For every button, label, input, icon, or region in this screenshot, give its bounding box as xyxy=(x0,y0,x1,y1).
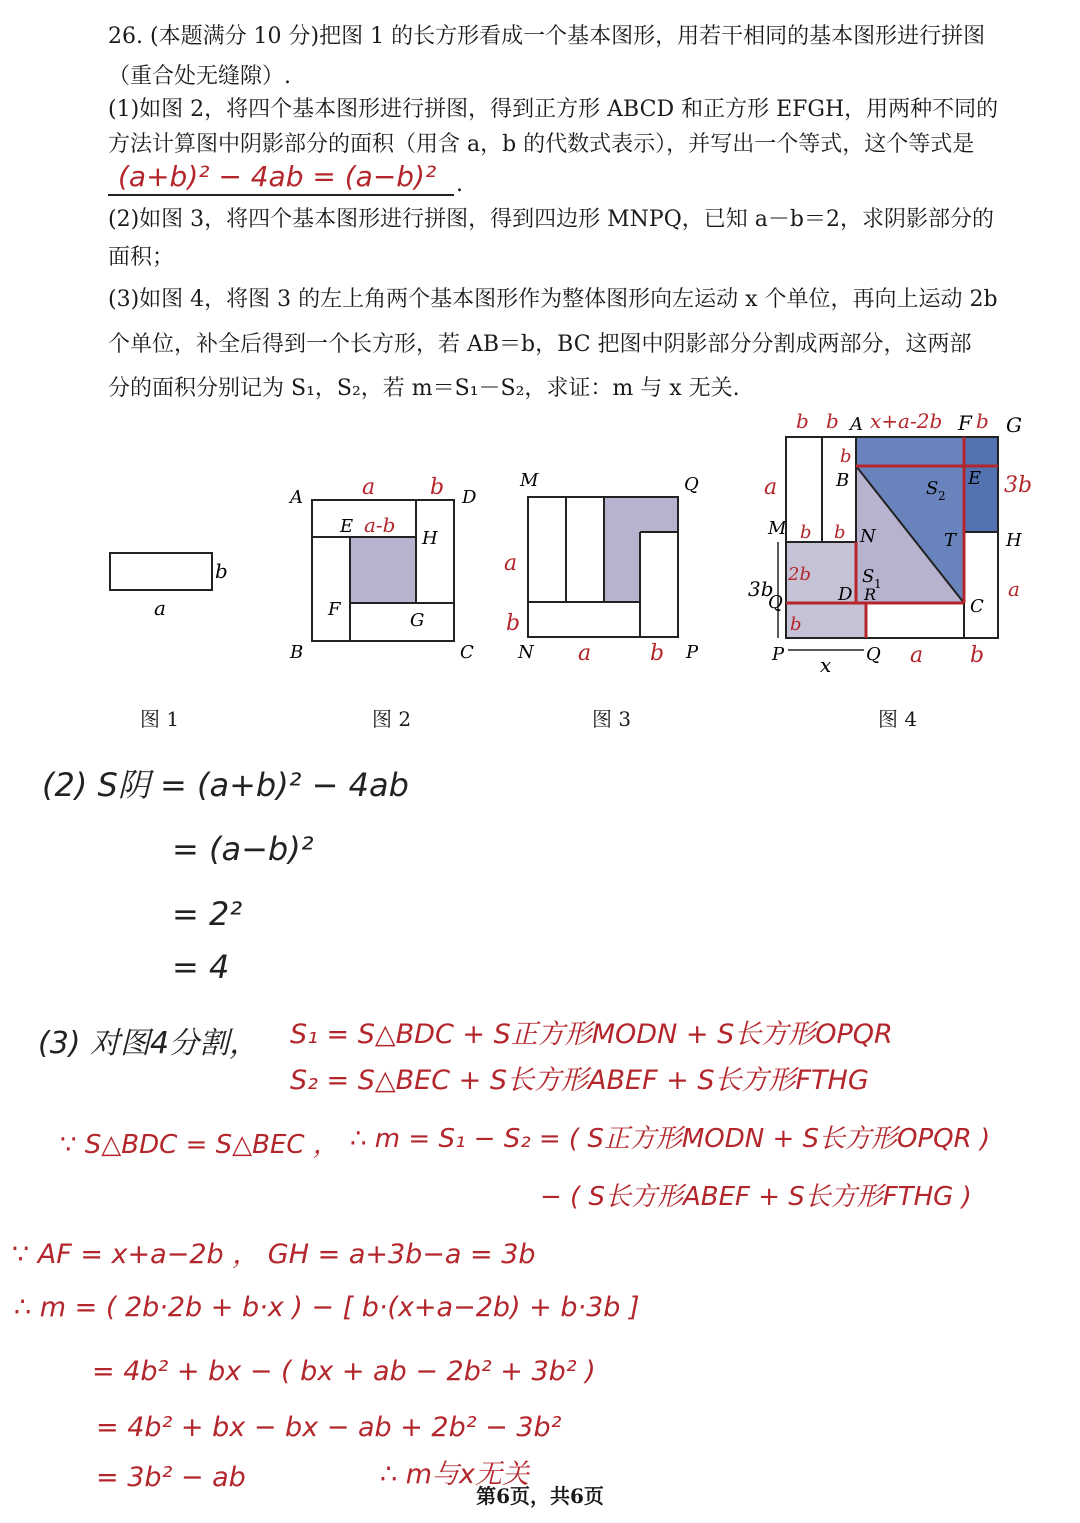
sol3-therefore1: ∴ m = S₁ − S₂ = ( S正方形MODN + S长方形OPQR ) xyxy=(350,1124,991,1154)
sol3-step2: = 4b² + bx − bx − ab + 2b² − 3b² xyxy=(96,1412,562,1443)
fig2-B: B xyxy=(290,642,304,663)
fig1-label-b: b xyxy=(215,559,228,583)
sol2-line2: = (a−b)² xyxy=(172,830,314,868)
fig4-M: M xyxy=(768,518,787,539)
fig4-red-2b: 2b xyxy=(788,564,811,585)
fig2-red-a: a xyxy=(362,475,376,500)
fig4-A: A xyxy=(850,414,863,435)
fig4-red-b-M2: b xyxy=(834,522,846,543)
sol3-because2: ∵ AF = x+a−2b ， GH = a+3b−a = 3b xyxy=(12,1239,536,1270)
fig2-F: F xyxy=(328,599,341,620)
problem-line-2: （重合处无缝隙）. xyxy=(108,64,291,89)
fig4-G: G xyxy=(1006,413,1022,437)
blank-answer: (a+b)² − 4ab = (a−b)² xyxy=(118,160,437,193)
sol2-line4: = 4 xyxy=(172,948,230,986)
fig4-S2: S xyxy=(926,478,939,499)
fig4-red-b-bottom: b xyxy=(970,643,985,668)
fig4-red-b2: b xyxy=(826,409,839,433)
sol3-therefore1b: − ( S长方形ABEF + S长方形FTHG ) xyxy=(540,1182,972,1212)
fig2-red-a-b: a-b xyxy=(364,513,396,537)
figure-4 xyxy=(748,409,1032,677)
fig2-E: E xyxy=(340,516,354,537)
fig4-red-b-AB: b xyxy=(840,446,852,467)
sol3-step3: = 3b² − ab xyxy=(96,1462,246,1493)
page-footer: 第6页，共6页 xyxy=(476,1484,604,1508)
fig4-Q: Q xyxy=(866,644,881,665)
fig2-G: G xyxy=(410,610,425,631)
fig3-red-a-left: a xyxy=(504,551,518,576)
sol3-therefore2: ∴ m = ( 2b·2b + b·x ) − [ b·(x+a−2b) + b·3b ] xyxy=(14,1292,640,1323)
fig2-H: H xyxy=(422,528,438,549)
fig4-C: C xyxy=(970,596,984,617)
fig4-S1: S xyxy=(862,566,875,587)
blank-end: . xyxy=(456,172,463,197)
problem-line-7: (3)如图 4，将图 3 的左上角两个基本图形作为整体图形向左运动 x 个单位，再向上运动 2b xyxy=(108,287,998,312)
fig4-N: N xyxy=(860,526,876,547)
sol3-conclusion: ∴ m与x无关 xyxy=(380,1459,530,1490)
fig4-H: H xyxy=(1006,530,1022,551)
problem-line-9: 分的面积分别记为 S₁，S₂，若 m＝S₁－S₂，求证：m 与 x 无关. xyxy=(108,376,740,401)
fig4-red-b1: b xyxy=(796,409,809,433)
fig1-label-a: a xyxy=(154,596,166,620)
fig3-P: P xyxy=(686,642,699,663)
figure-1 xyxy=(110,553,228,620)
fig4-red-AF: x+a-2b xyxy=(870,409,943,433)
fig2-C: C xyxy=(460,642,474,663)
sol3-intro: (3) 对图4分割， xyxy=(38,1026,260,1061)
caption-fig4: 图 4 xyxy=(878,707,918,731)
fig3-M: M xyxy=(520,470,539,491)
problem-line-5: (2)如图 3，将四个基本图形进行拼图，得到四边形 MNPQ，已知 a－b＝2，求阴影部分的 xyxy=(108,207,994,232)
fig4-x: x xyxy=(820,653,832,677)
problem-line-1: 26. (本题满分 10 分)把图 1 的长方形看成一个基本图形，用若干相同的基本图形进行拼图 xyxy=(108,24,986,49)
fig4-red-b-M1: b xyxy=(800,522,812,543)
fig4-E: E xyxy=(968,468,982,489)
figures-svg xyxy=(0,0,1080,700)
fig4-S2-sub: 2 xyxy=(938,489,946,503)
fig4-red-Fb: b xyxy=(976,409,989,433)
caption-fig2: 图 2 xyxy=(372,707,412,731)
fig4-3b: 3b xyxy=(748,577,774,601)
problem-line-3: (1)如图 2，将四个基本图形进行拼图，得到正方形 ABCD 和正方形 EFGH，用两种不同的 xyxy=(108,97,999,122)
fig4-red-3b: 3b xyxy=(1004,473,1033,498)
fig4-S1-sub: 1 xyxy=(874,577,882,591)
sol3-s2: S₂ = S△BEC + S长方形ABEF + S长方形FTHG xyxy=(290,1065,869,1096)
fig2-D: D xyxy=(462,487,477,508)
sol3-step1: = 4b² + bx − ( bx + ab − 2b² + 3b² ) xyxy=(92,1356,596,1387)
sol2-line1: (2) S阴 = (a+b)² − 4ab xyxy=(42,766,409,804)
fig3-Q: Q xyxy=(684,474,699,495)
fig4-B: B xyxy=(836,470,850,491)
fig2-red-b: b xyxy=(430,475,445,500)
sol2-line3: = 2² xyxy=(172,895,243,933)
fig4-red-b-O: b xyxy=(790,614,802,635)
fig3-red-b-left: b xyxy=(506,611,521,636)
fig4-red-a-left: a xyxy=(764,475,778,500)
fig3-red-a-bottom: a xyxy=(578,641,592,666)
problem-line-4: 方法计算图中阴影部分的面积（用含 a，b 的代数式表示），并写出一个等式，这个等式是 xyxy=(108,132,975,157)
fig4-D: D xyxy=(838,584,853,605)
figure-2 xyxy=(288,475,477,663)
fig4-O: Q xyxy=(768,592,783,613)
fig2-A: A xyxy=(290,487,303,508)
fig4-red-a-right: a xyxy=(1008,577,1020,601)
problem-line-6: 面积； xyxy=(108,245,175,270)
fig3-N: N xyxy=(518,642,534,663)
sol3-because1: ∵ S△BDC = S△BEC ， xyxy=(60,1130,339,1160)
fig4-P: P xyxy=(772,644,785,665)
caption-fig3: 图 3 xyxy=(592,707,632,731)
sol3-s1: S₁ = S△BDC + S正方形MODN + S长方形OPQR xyxy=(290,1019,893,1050)
fig3-red-b-bottom: b xyxy=(650,641,665,666)
fig4-F: F xyxy=(958,411,972,435)
fig4-T: T xyxy=(944,530,957,551)
fig4-R: R xyxy=(864,585,877,604)
caption-fig1: 图 1 xyxy=(140,707,180,731)
problem-line-8: 个单位，补全后得到一个长方形，若 AB＝b，BC 把图中阴影部分分割成两部分，这两部 xyxy=(108,332,972,357)
figure-3 xyxy=(504,470,699,666)
fig4-red-a-bottom: a xyxy=(910,643,924,668)
